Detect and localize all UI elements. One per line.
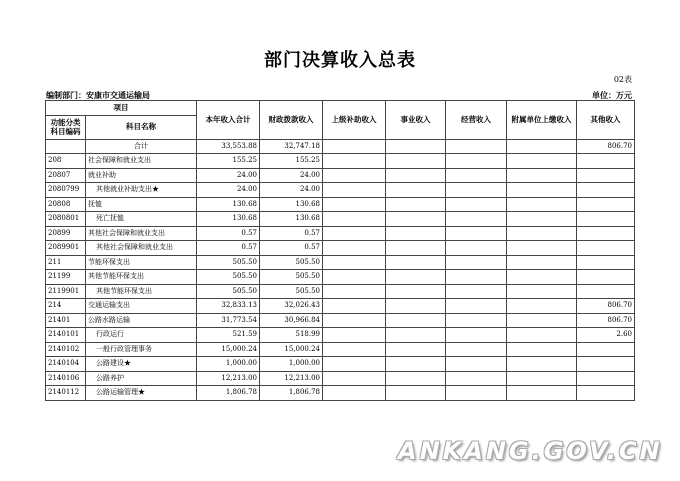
- header-upper-subsidy: 上级补助收入: [323, 101, 386, 140]
- cell-fiscal: 12,213.00: [260, 371, 323, 386]
- cell-upper: [323, 212, 386, 227]
- cell-fiscal: 1,806.78: [260, 386, 323, 401]
- cell-business: [386, 284, 446, 299]
- cell-fiscal: 130.68: [260, 197, 323, 212]
- subject-code: 211: [46, 255, 86, 270]
- cell-operating: [446, 255, 507, 270]
- subject-name: 公路建设★: [86, 357, 197, 372]
- cell-other: 2.60: [577, 328, 635, 343]
- cell-affiliated: [507, 255, 577, 270]
- header-affiliated-income: 附属单位上缴收入: [507, 101, 577, 140]
- table-row: [46, 270, 635, 285]
- cell-total: 505.50: [197, 270, 260, 285]
- cell-upper: [323, 154, 386, 169]
- subject-name: 一般行政管理事务: [86, 342, 197, 357]
- subject-name: 抚恤: [86, 197, 197, 212]
- cell-affiliated: [507, 183, 577, 198]
- cell-operating: [446, 357, 507, 372]
- cell-fiscal: 24.00: [260, 168, 323, 183]
- subject-name: 其他社会保障和就业支出: [86, 241, 197, 256]
- cell-total: 130.68: [197, 212, 260, 227]
- table-row: [46, 328, 635, 343]
- cell-business: [386, 197, 446, 212]
- table-row: [46, 299, 635, 314]
- cell-total: 32,833.13: [197, 299, 260, 314]
- cell-total: 130.68: [197, 197, 260, 212]
- cell-other: [577, 386, 635, 401]
- table-row: [46, 255, 635, 270]
- cell-affiliated: [507, 139, 577, 154]
- cell-total: 505.50: [197, 255, 260, 270]
- subject-code: 21401: [46, 313, 86, 328]
- subject-name: 交通运输支出: [86, 299, 197, 314]
- cell-total: 15,000.24: [197, 342, 260, 357]
- cell-upper: [323, 386, 386, 401]
- table-row: [46, 284, 635, 299]
- compiling-department: 编制部门：安康市交通运输局: [46, 91, 150, 100]
- cell-total: 0.57: [197, 241, 260, 256]
- cell-operating: [446, 241, 507, 256]
- cell-business: [386, 212, 446, 227]
- subject-name: 其他社会保障和就业支出: [86, 226, 197, 241]
- header-other-income: 其他收入: [577, 101, 635, 140]
- table-row: [46, 154, 635, 169]
- cell-operating: [446, 139, 507, 154]
- site-watermark: ANKANG.GOV.CN: [398, 437, 663, 465]
- cell-operating: [446, 371, 507, 386]
- cell-total: 521.59: [197, 328, 260, 343]
- cell-business: [386, 154, 446, 169]
- subject-code: 20807: [46, 168, 86, 183]
- cell-total: 155.25: [197, 154, 260, 169]
- cell-other: [577, 284, 635, 299]
- header-business-income: 事业收入: [386, 101, 446, 140]
- cell-upper: [323, 357, 386, 372]
- cell-upper: [323, 226, 386, 241]
- cell-other: [577, 226, 635, 241]
- cell-operating: [446, 386, 507, 401]
- subject-name: 公路水路运输: [86, 313, 197, 328]
- table-row: [46, 241, 635, 256]
- currency-unit: 单位：万元: [592, 91, 632, 100]
- cell-other: [577, 168, 635, 183]
- cell-affiliated: [507, 357, 577, 372]
- cell-upper: [323, 241, 386, 256]
- subject-code: 2119901: [46, 284, 86, 299]
- subject-name: 合计: [86, 139, 197, 154]
- cell-operating: [446, 284, 507, 299]
- subject-code: 2140101: [46, 328, 86, 343]
- cell-fiscal: 505.50: [260, 284, 323, 299]
- cell-upper: [323, 328, 386, 343]
- cell-affiliated: [507, 313, 577, 328]
- cell-affiliated: [507, 386, 577, 401]
- cell-operating: [446, 212, 507, 227]
- table-row: [46, 168, 635, 183]
- cell-business: [386, 139, 446, 154]
- cell-business: [386, 168, 446, 183]
- cell-business: [386, 386, 446, 401]
- report-title: 部门决算收入总表: [264, 50, 416, 71]
- cell-total: 31,773.54: [197, 313, 260, 328]
- cell-upper: [323, 270, 386, 285]
- cell-business: [386, 299, 446, 314]
- cell-total: 24.00: [197, 183, 260, 198]
- cell-total: 24.00: [197, 168, 260, 183]
- cell-total: 505.50: [197, 284, 260, 299]
- cell-fiscal: 32,747.18: [260, 139, 323, 154]
- cell-other: [577, 154, 635, 169]
- subject-code: 20808: [46, 197, 86, 212]
- subject-code: 20899: [46, 226, 86, 241]
- cell-other: [577, 183, 635, 198]
- subject-name: 就业补助: [86, 168, 197, 183]
- cell-fiscal: 15,000.24: [260, 342, 323, 357]
- cell-fiscal: 505.50: [260, 255, 323, 270]
- cell-affiliated: [507, 284, 577, 299]
- cell-affiliated: [507, 241, 577, 256]
- cell-business: [386, 226, 446, 241]
- cell-affiliated: [507, 328, 577, 343]
- cell-operating: [446, 270, 507, 285]
- cell-upper: [323, 139, 386, 154]
- cell-upper: [323, 371, 386, 386]
- cell-operating: [446, 342, 507, 357]
- cell-fiscal: 0.57: [260, 241, 323, 256]
- subject-code: 21199: [46, 270, 86, 285]
- subject-name: 公路运输管理★: [86, 386, 197, 401]
- cell-fiscal: 0.57: [260, 226, 323, 241]
- subject-code: 2140106: [46, 371, 86, 386]
- cell-fiscal: 505.50: [260, 270, 323, 285]
- cell-other: [577, 255, 635, 270]
- subject-code: 2140104: [46, 357, 86, 372]
- table-row: [46, 183, 635, 198]
- cell-fiscal: 24.00: [260, 183, 323, 198]
- income-summary-table: [45, 100, 635, 401]
- cell-fiscal: 130.68: [260, 212, 323, 227]
- cell-operating: [446, 154, 507, 169]
- subject-code: 208: [46, 154, 86, 169]
- cell-total: 1,000.00: [197, 357, 260, 372]
- header-fiscal-appropriation: 财政拨款收入: [260, 101, 323, 140]
- header-operating-income: 经营收入: [446, 101, 507, 140]
- cell-operating: [446, 299, 507, 314]
- subject-name: 其他就业补助支出★: [86, 183, 197, 198]
- cell-business: [386, 183, 446, 198]
- cell-operating: [446, 168, 507, 183]
- subject-name: 社会保障和就业支出: [86, 154, 197, 169]
- cell-affiliated: [507, 226, 577, 241]
- cell-affiliated: [507, 212, 577, 227]
- table-row: [46, 212, 635, 227]
- subject-code: 2140112: [46, 386, 86, 401]
- cell-other: 806.70: [577, 299, 635, 314]
- cell-business: [386, 357, 446, 372]
- cell-affiliated: [507, 342, 577, 357]
- cell-upper: [323, 255, 386, 270]
- cell-upper: [323, 183, 386, 198]
- subject-code: 214: [46, 299, 86, 314]
- subject-name: 公路养护: [86, 371, 197, 386]
- table-row: [46, 139, 635, 154]
- cell-affiliated: [507, 371, 577, 386]
- subject-code: 2080799: [46, 183, 86, 198]
- cell-affiliated: [507, 197, 577, 212]
- subject-name: 行政运行: [86, 328, 197, 343]
- cell-fiscal: 155.25: [260, 154, 323, 169]
- cell-other: [577, 212, 635, 227]
- subject-code: 2089901: [46, 241, 86, 256]
- cell-business: [386, 255, 446, 270]
- cell-other: [577, 241, 635, 256]
- cell-affiliated: [507, 270, 577, 285]
- table-row: [46, 386, 635, 401]
- cell-business: [386, 371, 446, 386]
- cell-other: [577, 371, 635, 386]
- table-row: [46, 226, 635, 241]
- table-row: [46, 342, 635, 357]
- cell-business: [386, 313, 446, 328]
- subject-code: 2140102: [46, 342, 86, 357]
- cell-business: [386, 270, 446, 285]
- cell-total: 12,213.00: [197, 371, 260, 386]
- table-row: [46, 313, 635, 328]
- header-subject-name: 科目名称: [86, 115, 197, 139]
- header-function-code: 功能分类 科目编码: [46, 115, 86, 139]
- cell-operating: [446, 328, 507, 343]
- cell-upper: [323, 299, 386, 314]
- cell-upper: [323, 284, 386, 299]
- cell-operating: [446, 197, 507, 212]
- cell-affiliated: [507, 299, 577, 314]
- cell-upper: [323, 168, 386, 183]
- cell-fiscal: 32,026.43: [260, 299, 323, 314]
- table-row: [46, 197, 635, 212]
- cell-other: 806.70: [577, 313, 635, 328]
- cell-operating: [446, 183, 507, 198]
- cell-business: [386, 241, 446, 256]
- cell-other: [577, 270, 635, 285]
- cell-other: [577, 357, 635, 372]
- subject-code: 2080801: [46, 212, 86, 227]
- subject-name: 其他节能环保支出: [86, 284, 197, 299]
- cell-operating: [446, 226, 507, 241]
- cell-total: 0.57: [197, 226, 260, 241]
- subject-name: 节能环保支出: [86, 255, 197, 270]
- cell-upper: [323, 342, 386, 357]
- cell-affiliated: [507, 154, 577, 169]
- cell-total: 1,806.78: [197, 386, 260, 401]
- table-number: 02表: [613, 75, 632, 84]
- cell-fiscal: 1,000.00: [260, 357, 323, 372]
- cell-total: 33,553.88: [197, 139, 260, 154]
- header-total-income: 本年收入合计: [197, 101, 260, 140]
- cell-other: [577, 342, 635, 357]
- cell-business: [386, 342, 446, 357]
- table-row: [46, 371, 635, 386]
- cell-other: [577, 197, 635, 212]
- cell-upper: [323, 197, 386, 212]
- cell-affiliated: [507, 168, 577, 183]
- table-row: [46, 357, 635, 372]
- subject-name: 死亡抚恤: [86, 212, 197, 227]
- cell-upper: [323, 313, 386, 328]
- cell-other: 806.70: [577, 139, 635, 154]
- cell-fiscal: 30,966.84: [260, 313, 323, 328]
- subject-code: [46, 139, 86, 154]
- cell-business: [386, 328, 446, 343]
- cell-operating: [446, 313, 507, 328]
- header-project: 项目: [46, 101, 197, 116]
- cell-fiscal: 518.99: [260, 328, 323, 343]
- subject-name: 其他节能环保支出: [86, 270, 197, 285]
